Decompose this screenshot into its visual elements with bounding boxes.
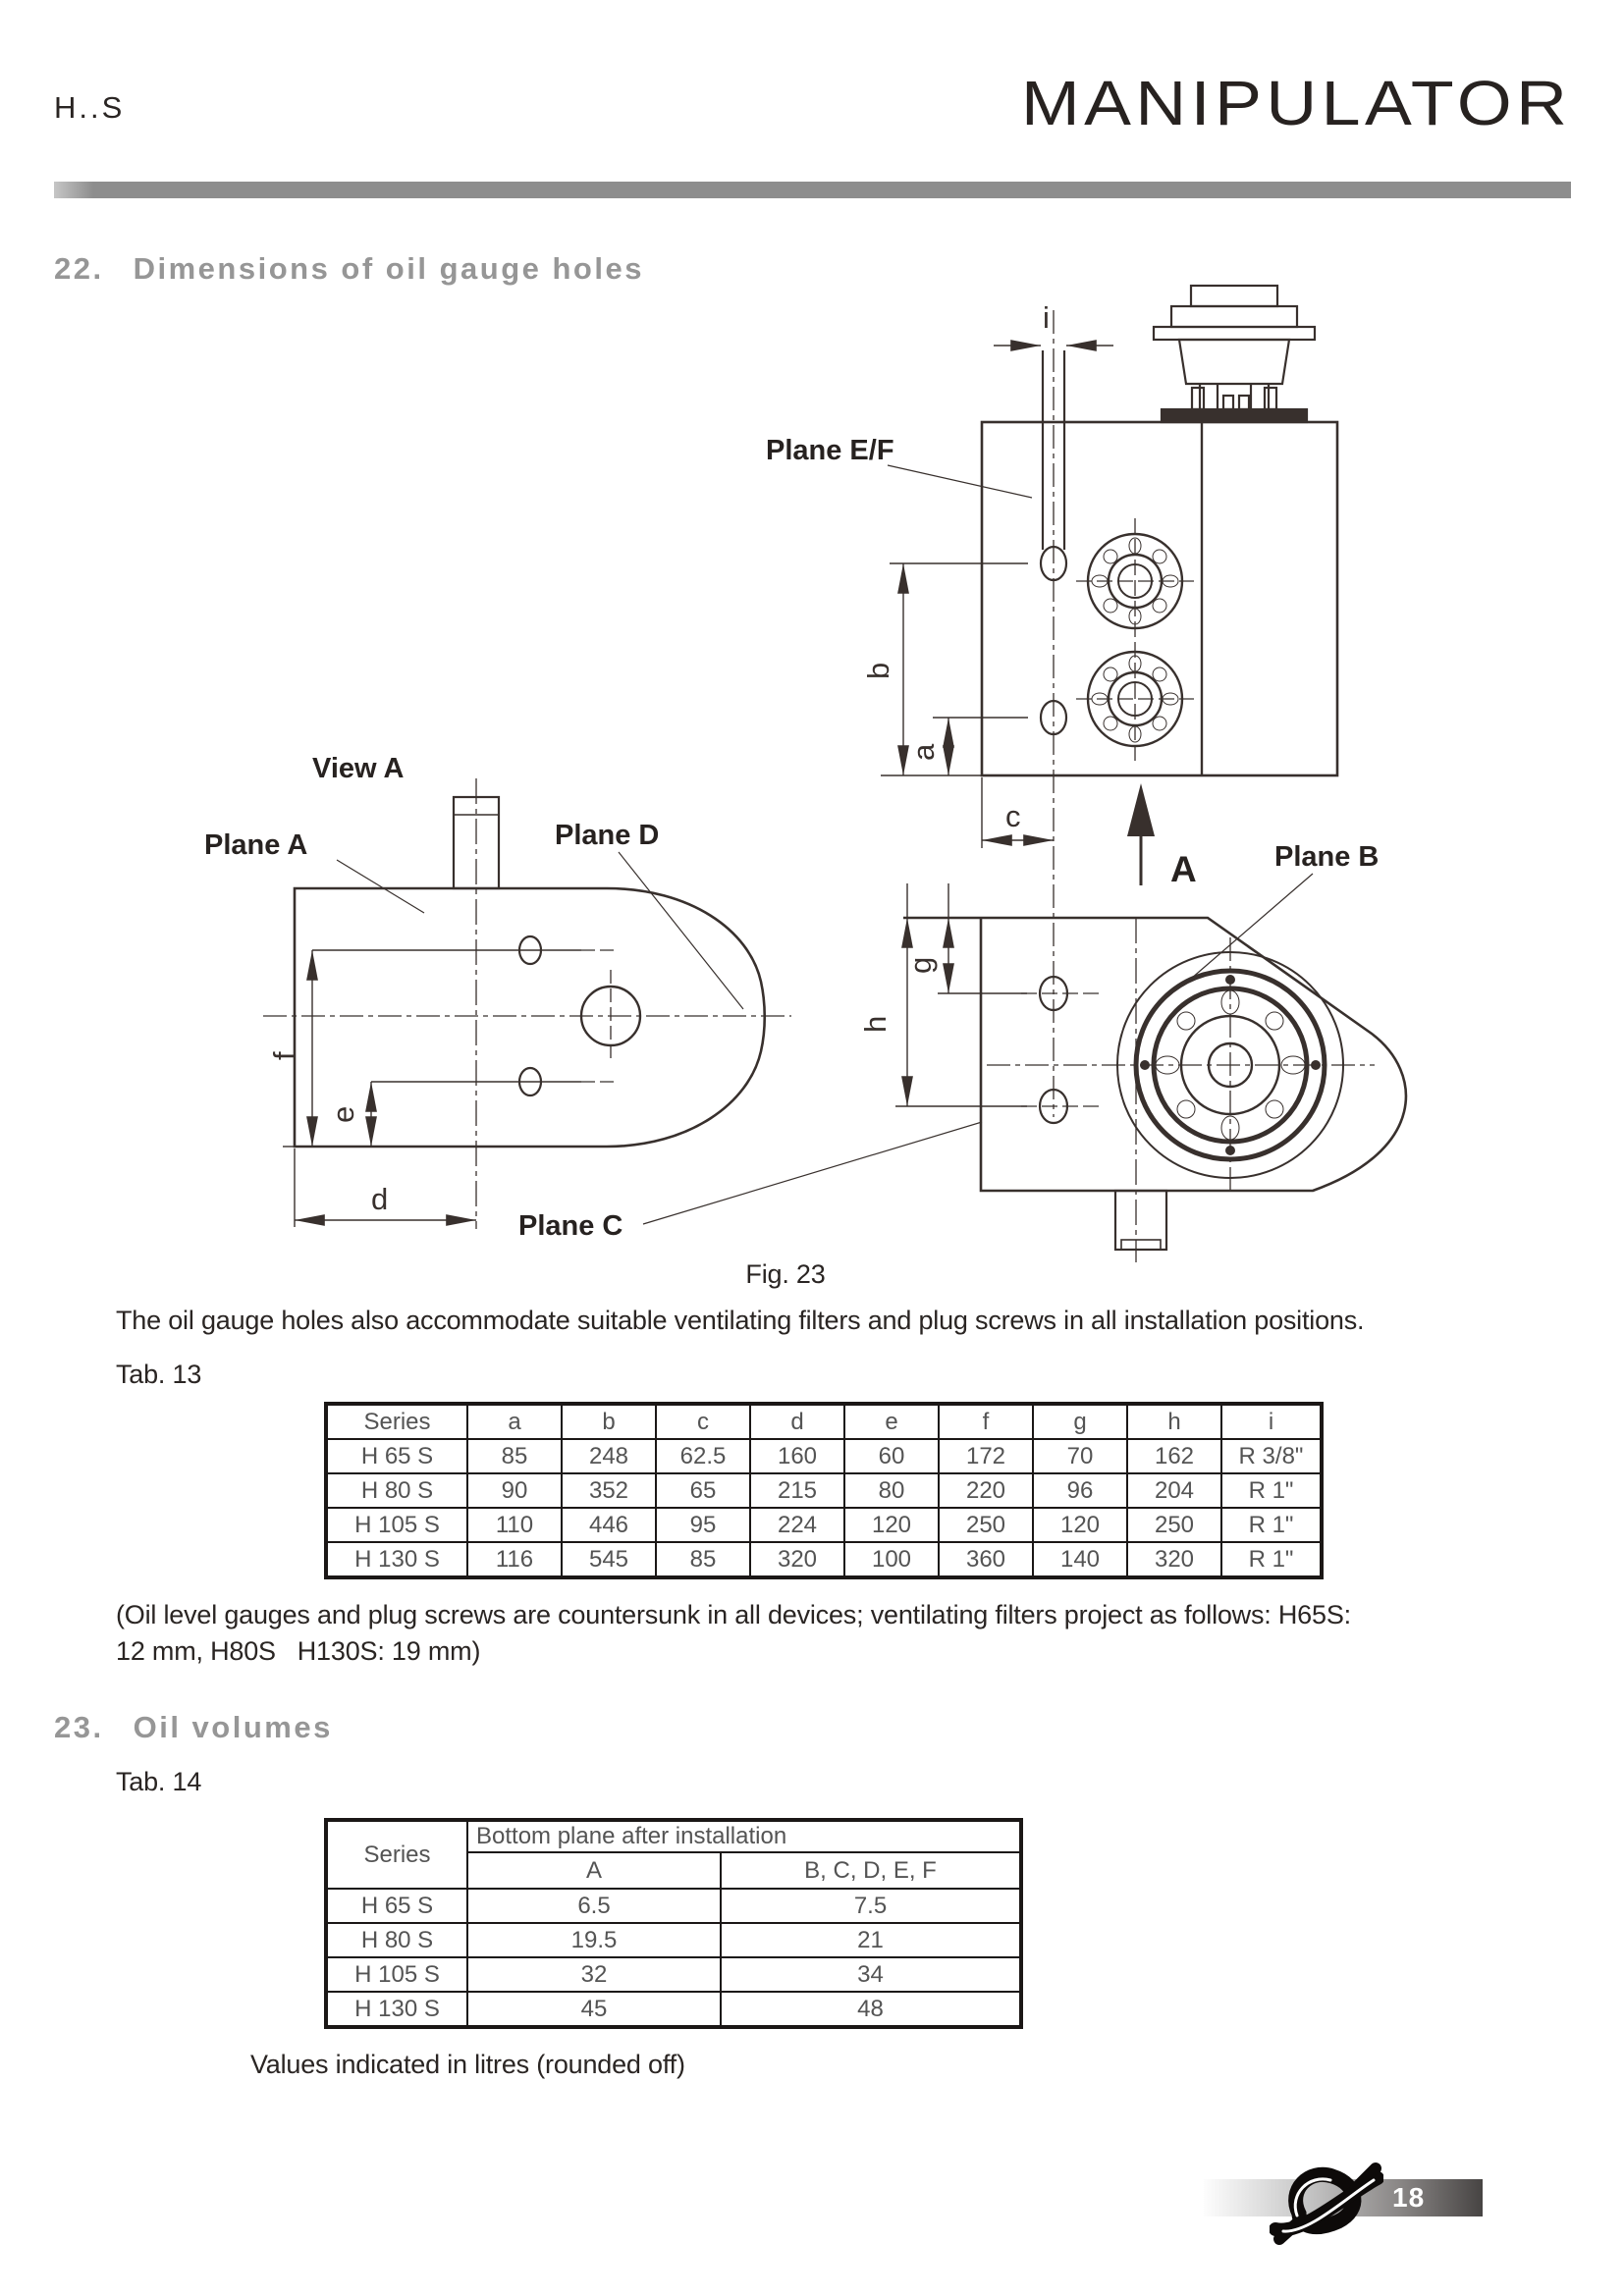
- dim-i-label: i: [1043, 300, 1050, 335]
- col-header-planes-bcdef: B, C, D, E, F: [721, 1852, 1021, 1889]
- value-cell: 120: [844, 1508, 939, 1542]
- view-arrow-a-label: A: [1170, 849, 1197, 889]
- value-cell: 220: [939, 1473, 1033, 1508]
- col-header-series: Series: [326, 1404, 467, 1439]
- dimensions-table: [324, 1402, 1324, 1579]
- col-header-d: d: [750, 1404, 844, 1439]
- value-cell: 320: [1127, 1542, 1221, 1577]
- table-row: [326, 1957, 1021, 1992]
- section-23-heading: [54, 1710, 333, 1745]
- series-cell: H 80 S: [326, 1473, 467, 1508]
- brand-title: MANIPULATOR: [1020, 68, 1571, 138]
- value-cell: 7.5: [721, 1889, 1021, 1923]
- value-cell: 95: [656, 1508, 750, 1542]
- series-cell: H 65 S: [326, 1439, 467, 1473]
- ventilating-filter-icon: [1154, 286, 1315, 422]
- value-cell: 110: [467, 1508, 562, 1542]
- section-22-title: Dimensions of oil gauge holes: [133, 251, 644, 286]
- table-row: [326, 1889, 1021, 1923]
- value-cell: 162: [1127, 1439, 1221, 1473]
- col-header-b: b: [562, 1404, 656, 1439]
- col-header-h: h: [1127, 1404, 1221, 1439]
- value-cell: 85: [467, 1439, 562, 1473]
- col-header-plane-a: A: [467, 1852, 721, 1889]
- value-cell: 62.5: [656, 1439, 750, 1473]
- col-header-group: Bottom plane after installation: [467, 1820, 1021, 1852]
- value-cell: 248: [562, 1439, 656, 1473]
- value-cell: 100: [844, 1542, 939, 1577]
- page-model-code: H..S: [54, 90, 126, 125]
- value-cell: 85: [656, 1542, 750, 1577]
- dim-e-label: e: [326, 1105, 360, 1123]
- value-cell: 320: [750, 1542, 844, 1577]
- col-header-f: f: [939, 1404, 1033, 1439]
- lower-right-view-drawing: [643, 883, 1406, 1262]
- value-cell: 204: [1127, 1473, 1221, 1508]
- value-cell: 352: [562, 1473, 656, 1508]
- series-cell: H 130 S: [326, 1992, 467, 2027]
- brand-logo-icon: [1270, 2153, 1383, 2251]
- section-22-number: 22.: [54, 251, 104, 286]
- value-cell: R 3/8": [1221, 1439, 1322, 1473]
- tab13-label: Tab. 13: [116, 1360, 202, 1389]
- device-note-line1: (Oil level gauges and plug screws are countersunk in all devices; ventilating filters project as follows: H65S:: [116, 1600, 1351, 1629]
- plane-d-label: Plane D: [555, 820, 660, 851]
- value-cell: 65: [656, 1473, 750, 1508]
- value-cell: 545: [562, 1542, 656, 1577]
- plane-b-label: Plane B: [1274, 841, 1380, 873]
- value-cell: 120: [1033, 1508, 1127, 1542]
- table-row: [326, 1923, 1021, 1957]
- device-note-line2: 12 mm, H80S H130S: 19 mm): [116, 1636, 481, 1666]
- table-row: [326, 1992, 1021, 2027]
- value-cell: 60: [844, 1439, 939, 1473]
- series-cell: H 130 S: [326, 1542, 467, 1577]
- value-cell: 215: [750, 1473, 844, 1508]
- table-row: [326, 1508, 1322, 1542]
- value-cell: 45: [467, 1992, 721, 2027]
- figure-caption: Fig. 23: [745, 1259, 826, 1289]
- oil-gauge-paragraph: The oil gauge holes also accommodate suitable ventilating filters and plug screws in all installation positions.: [116, 1306, 1365, 1335]
- dim-h-label: h: [858, 1015, 893, 1033]
- value-cell: 80: [844, 1473, 939, 1508]
- value-cell: 140: [1033, 1542, 1127, 1577]
- dim-b-label: b: [861, 662, 895, 679]
- flange-ports-icon: [1076, 518, 1194, 762]
- oil-volumes-table: [324, 1818, 1023, 2029]
- table-row: [326, 1439, 1322, 1473]
- value-cell: 19.5: [467, 1923, 721, 1957]
- view-direction-arrow-icon: [1127, 783, 1155, 885]
- col-header-c: c: [656, 1404, 750, 1439]
- series-cell: H 105 S: [326, 1957, 467, 1992]
- value-cell: R 1": [1221, 1473, 1322, 1508]
- value-cell: R 1": [1221, 1508, 1322, 1542]
- value-cell: 224: [750, 1508, 844, 1542]
- dim-g-label: g: [903, 956, 938, 974]
- table-header-row: [326, 1404, 1322, 1439]
- page-number: 18: [1392, 2182, 1426, 2213]
- table-row: [326, 1542, 1322, 1577]
- table-header-row: [326, 1820, 1021, 1852]
- series-cell: H 105 S: [326, 1508, 467, 1542]
- plane-a-label: Plane A: [204, 829, 308, 861]
- value-cell: 250: [939, 1508, 1033, 1542]
- value-cell: 446: [562, 1508, 656, 1542]
- value-cell: 48: [721, 1992, 1021, 2027]
- dim-a-label: a: [906, 743, 941, 761]
- value-cell: 360: [939, 1542, 1033, 1577]
- value-cell: 250: [1127, 1508, 1221, 1542]
- value-cell: 116: [467, 1542, 562, 1577]
- dim-d-label: d: [371, 1182, 389, 1216]
- table-row: [326, 1473, 1322, 1508]
- series-cell: H 65 S: [326, 1889, 467, 1923]
- value-cell: 70: [1033, 1439, 1127, 1473]
- view-a-label: View A: [312, 753, 405, 784]
- value-cell: R 1": [1221, 1542, 1322, 1577]
- col-header-e: e: [844, 1404, 939, 1439]
- dim-f-label: f: [267, 1051, 301, 1060]
- plane-c-label: Plane C: [518, 1210, 623, 1242]
- value-cell: 96: [1033, 1473, 1127, 1508]
- view-a-drawing: [263, 778, 791, 1229]
- col-header-i: i: [1221, 1404, 1322, 1439]
- value-cell: 90: [467, 1473, 562, 1508]
- value-cell: 32: [467, 1957, 721, 1992]
- value-cell: 172: [939, 1439, 1033, 1473]
- dim-c-label: c: [1005, 799, 1021, 833]
- section-23-number: 23.: [54, 1710, 104, 1744]
- litres-note: Values indicated in litres (rounded off): [250, 2050, 685, 2079]
- col-header-a: a: [467, 1404, 562, 1439]
- value-cell: 6.5: [467, 1889, 721, 1923]
- plane-ef-label: Plane E/F: [766, 435, 894, 466]
- col-header-g: g: [1033, 1404, 1127, 1439]
- col-header-series: Series: [326, 1820, 467, 1889]
- value-cell: 21: [721, 1923, 1021, 1957]
- upper-side-view-drawing: [881, 286, 1337, 1117]
- tab14-label: Tab. 14: [116, 1767, 202, 1796]
- value-cell: 34: [721, 1957, 1021, 1992]
- section-23-title: Oil volumes: [133, 1710, 333, 1744]
- series-cell: H 80 S: [326, 1923, 467, 1957]
- value-cell: 160: [750, 1439, 844, 1473]
